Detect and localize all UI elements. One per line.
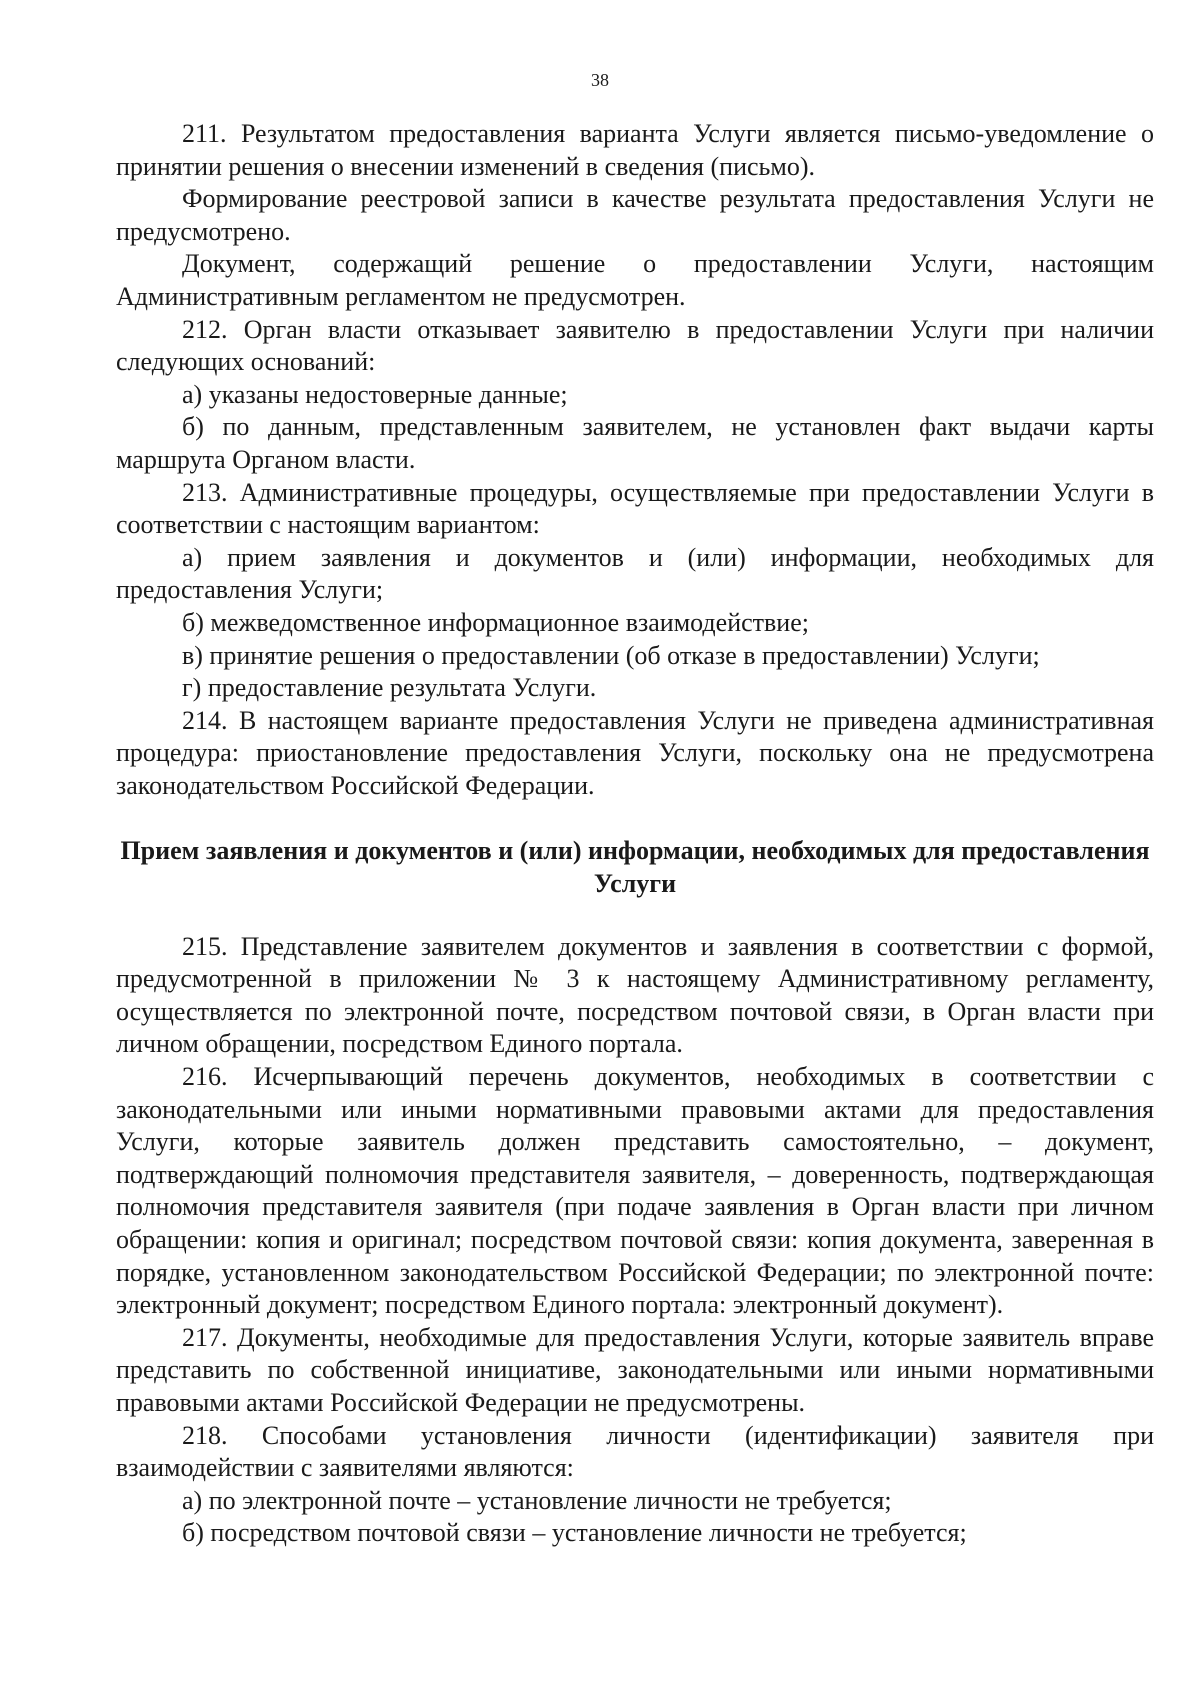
paragraph-214: 214. В настоящем варианте предоставления Услуги не приведена административная процедура: приостановление предоставления Услуги, поскольку она не предусмотрена законодательством Российской Федерации. [116, 705, 1154, 800]
paragraph-216: 216. Исчерпывающий перечень документов, необходимых в соответствии с законодательными или иными нормативными правовыми актами для предоставления Услуги, которые заявитель должен представить самостоятельно, – документ, подтверждающий полномочия представителя заявителя, – доверенность, подтверждающая полномочия представителя заявителя (при подаче заявления в Орган власти при личном обращении: копия и оригинал; посредством почтовой связи: копия документа, заверенная в порядке, установленном законодательством Российской Федерации; по электронной почте: электронный документ; посредством Единого портала: электронный документ). [116, 1062, 1154, 1320]
paragraph-213: 213. Административные процедуры, осуществляемые при предоставлении Услуги в соответствии с настоящим вариантом: [116, 477, 1154, 540]
paragraph-212-a: а) указаны недостоверные данные; [182, 379, 568, 409]
paragraph-213-v: в) принятие решения о предоставлении (об отказе в предоставлении) Услуги; [182, 640, 1040, 670]
paragraph-211-document: Документ, содержащий решение о предоставлении Услуги, настоящим Административным регламентом не предусмотрен. [116, 249, 1154, 311]
paragraph-213-a: а) прием заявления и документов и (или) информации, необходимых для предоставления Услуги; [116, 542, 1154, 605]
paragraph-217: 217. Документы, необходимые для предоставления Услуги, которые заявитель вправе представить по собственной инициативе, законодательными или иными нормативными правовыми актами Российской Федерации не предусмотрены. [116, 1322, 1154, 1417]
section-heading: Прием заявления и документов и (или) информации, необходимых для предоставления Услуги [120, 836, 1150, 899]
page-number: 38 [591, 70, 609, 90]
paragraph-212: 212. Орган власти отказывает заявителю в предоставлении Услуги при наличии следующих оснований: [116, 314, 1154, 377]
paragraph-218-b: б) посредством почтовой связи – установление личности не требуется; [182, 1518, 967, 1548]
paragraph-211-registry: Формирование реестровой записи в качестве результата предоставления Услуги не предусмотрено. [116, 184, 1154, 246]
paragraph-218-a: а) по электронной почте – установление личности не требуется; [182, 1485, 892, 1515]
paragraph-213-g: г) предоставление результата Услуги. [182, 673, 597, 703]
paragraph-212-b: б) по данным, представленным заявителем, не установлен факт выдачи карты маршрута Органом власти. [116, 412, 1154, 474]
paragraph-213-b: б) межведомственное информационное взаимодействие; [182, 607, 809, 637]
paragraph-218: 218. Способами установления личности (идентификации) заявителя при взаимодействии с заявителями являются: [116, 1420, 1154, 1483]
document-body [116, 118, 1154, 1550]
paragraph-211: 211. Результатом предоставления варианта Услуги является письмо-уведомление о принятии решения о внесении изменений в сведения (письмо). [116, 119, 1154, 181]
paragraph-215: 215. Представление заявителем документов и заявления в соответствии с формой, предусмотренной в приложении № 3 к настоящему Административному регламенту, осуществляется по электронной почте, посредством почтовой связи, в Орган власти при личном обращении, посредством Единого портала. [116, 931, 1154, 1059]
